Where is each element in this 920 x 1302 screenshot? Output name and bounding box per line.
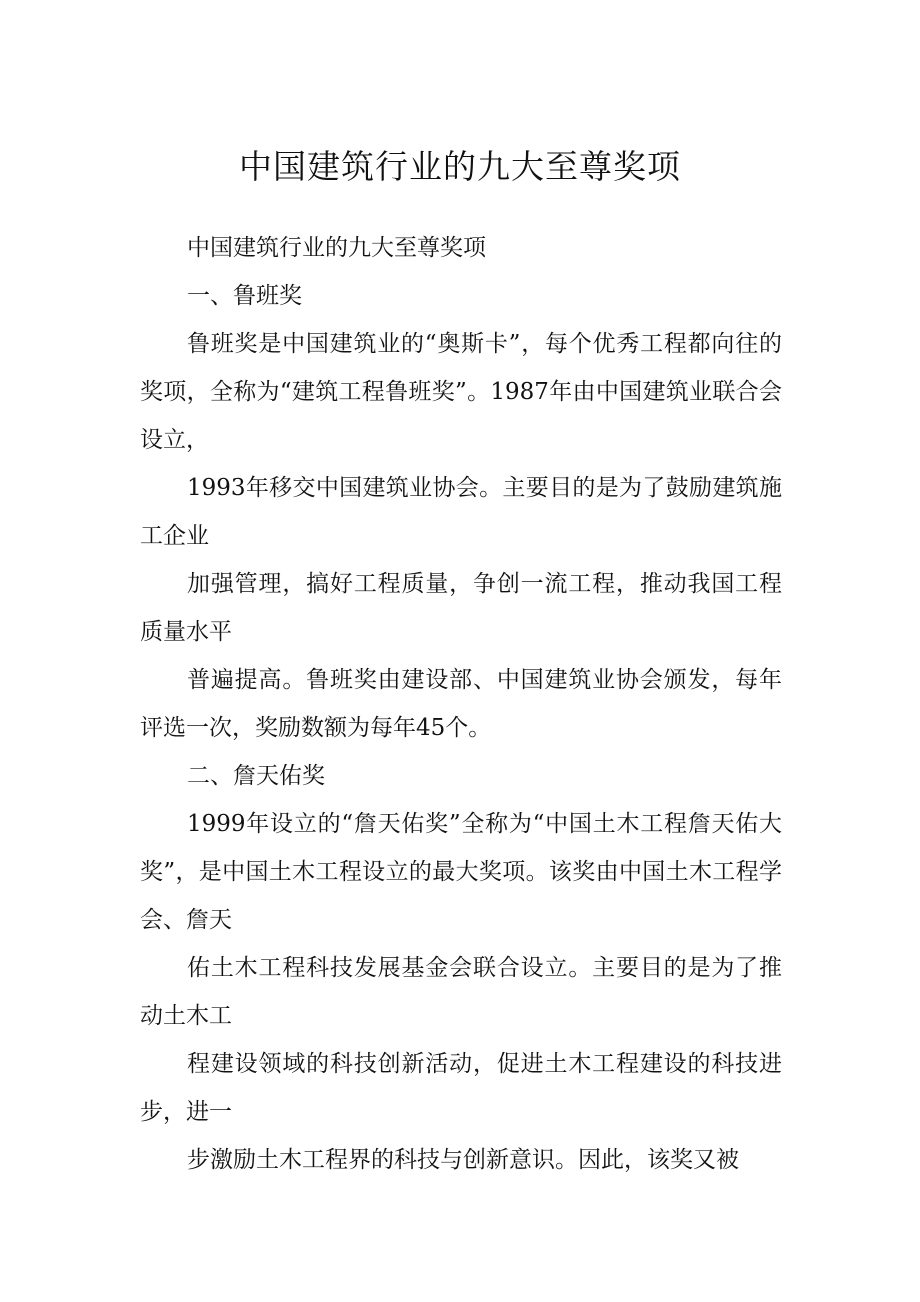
paragraph: 普遍提高。鲁班奖由建设部、中国建筑业协会颁发，每年评选一次，奖励数额为每年45个。	[140, 667, 782, 741]
document-body	[140, 224, 782, 1184]
paragraph: 加强管理，搞好工程质量，争创一流工程，推动我国工程质量水平	[140, 571, 782, 645]
paragraph: 佑土木工程科技发展基金会联合设立。主要目的是为了推动土木工	[140, 955, 782, 1029]
section-heading-luban: 一、鲁班奖	[187, 283, 302, 309]
paragraph-heading: 中国建筑行业的九大至尊奖项	[187, 235, 486, 261]
paragraph: 步激励土木工程界的科技与创新意识。因此，该奖又被	[187, 1147, 739, 1173]
document-title: 中国建筑行业的九大至尊奖项	[239, 147, 681, 186]
paragraph: 1993年移交中国建筑业协会。主要目的是为了鼓励建筑施工企业	[140, 475, 782, 549]
paragraph: 程建设领域的科技创新活动，促进土木工程建设的科技进步，进一	[140, 1051, 782, 1125]
paragraph: 鲁班奖是中国建筑业的“奥斯卡”，每个优秀工程都向往的奖项，全称为“建筑工程鲁班奖”。1987年由中国建筑业联合会设立，	[140, 331, 782, 453]
paragraph: 1999年设立的“詹天佑奖”全称为“中国土木工程詹天佑大奖”，是中国土木工程设立的最大奖项。该奖由中国土木工程学会、詹天	[140, 811, 782, 933]
section-heading-zhantianyou: 二、詹天佑奖	[187, 763, 325, 789]
